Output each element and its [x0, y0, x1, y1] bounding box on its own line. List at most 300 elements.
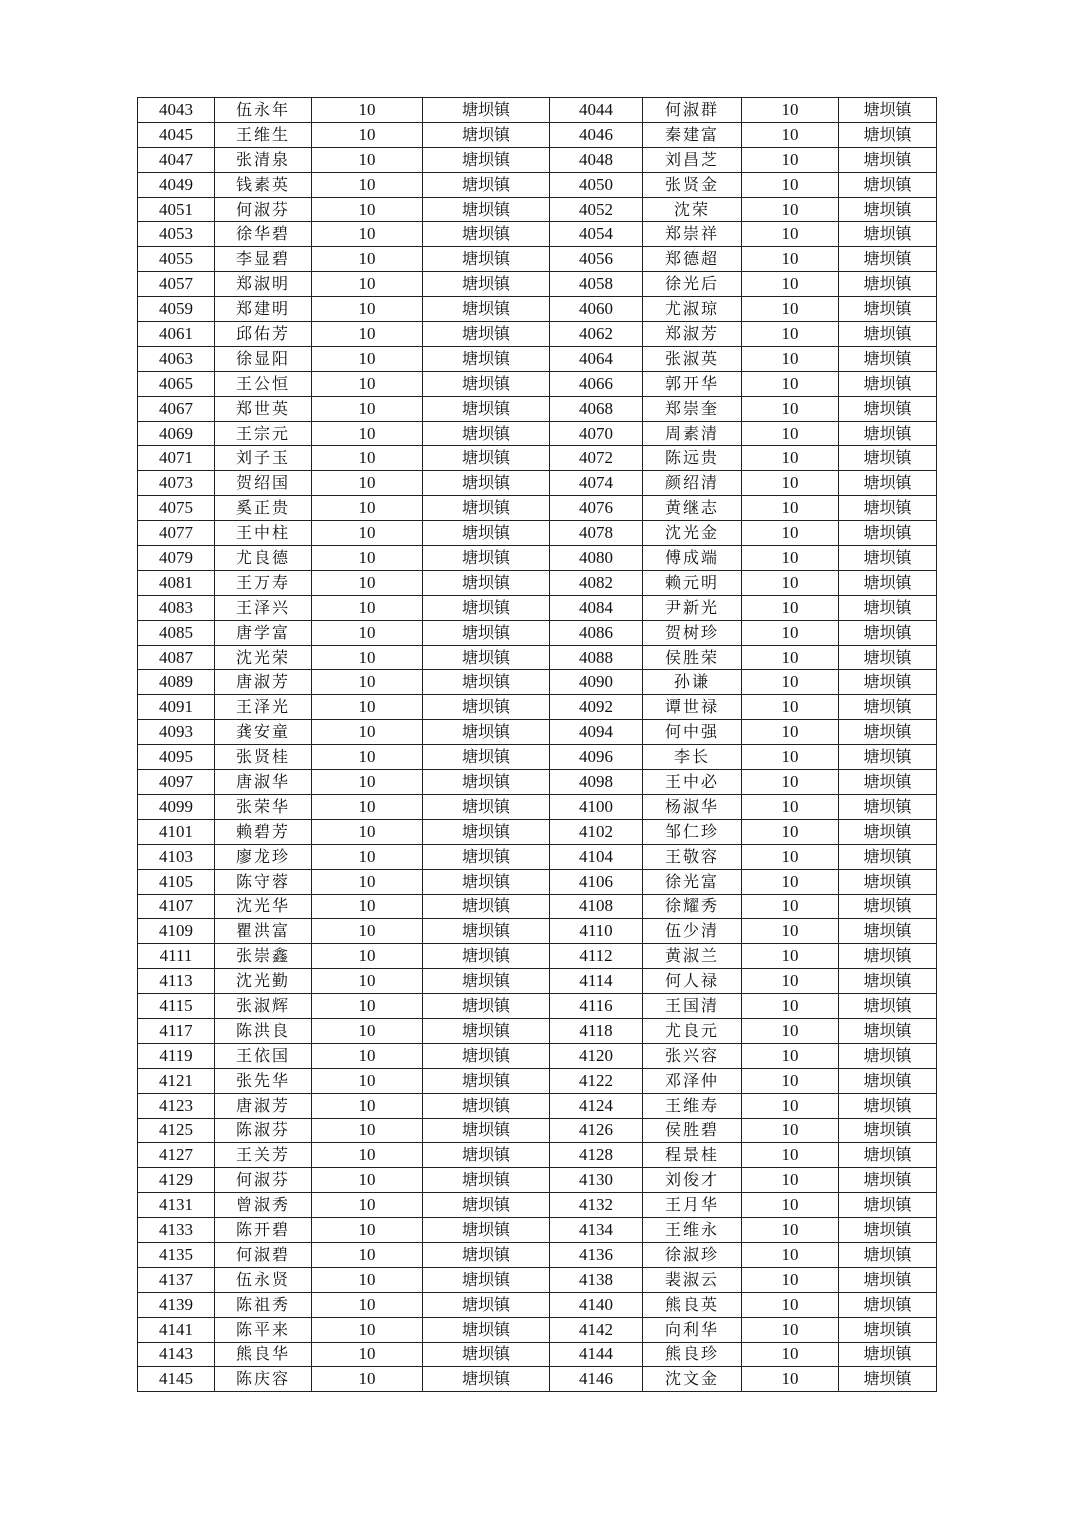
table-row: [138, 1168, 937, 1193]
cell-id: 4085: [138, 620, 215, 645]
cell-amount: 10: [312, 919, 423, 944]
cell-id: 4129: [138, 1168, 215, 1193]
cell-name: 邹仁珍: [643, 819, 742, 844]
cell-id: 4064: [550, 346, 643, 371]
cell-id: 4055: [138, 247, 215, 272]
cell-id: 4131: [138, 1193, 215, 1218]
cell-id: 4115: [138, 994, 215, 1019]
cell-town: 塘坝镇: [839, 1267, 937, 1292]
table-row: [138, 1292, 937, 1317]
cell-name: 何淑芬: [215, 197, 312, 222]
cell-id: 4134: [550, 1218, 643, 1243]
cell-amount: 10: [312, 620, 423, 645]
cell-name: 徐淑珍: [643, 1242, 742, 1267]
cell-id: 4090: [550, 670, 643, 695]
cell-amount: 10: [742, 322, 839, 347]
cell-amount: 10: [742, 1193, 839, 1218]
table-row: [138, 1143, 937, 1168]
cell-name: 沈光华: [215, 894, 312, 919]
cell-id: 4066: [550, 371, 643, 396]
cell-amount: 10: [742, 1267, 839, 1292]
cell-town: 塘坝镇: [423, 1143, 550, 1168]
cell-id: 4121: [138, 1068, 215, 1093]
cell-amount: 10: [312, 994, 423, 1019]
cell-id: 4043: [138, 98, 215, 123]
cell-amount: 10: [742, 247, 839, 272]
cell-id: 4140: [550, 1292, 643, 1317]
cell-id: 4108: [550, 894, 643, 919]
cell-town: 塘坝镇: [839, 1093, 937, 1118]
cell-id: 4112: [550, 944, 643, 969]
cell-town: 塘坝镇: [839, 969, 937, 994]
cell-town: 塘坝镇: [423, 471, 550, 496]
cell-town: 塘坝镇: [423, 1242, 550, 1267]
cell-name: 尤淑琼: [643, 297, 742, 322]
cell-id: 4099: [138, 794, 215, 819]
cell-id: 4053: [138, 222, 215, 247]
cell-amount: 10: [742, 1168, 839, 1193]
cell-id: 4132: [550, 1193, 643, 1218]
cell-town: 塘坝镇: [839, 994, 937, 1019]
cell-id: 4084: [550, 595, 643, 620]
cell-name: 陈守蓉: [215, 869, 312, 894]
cell-amount: 10: [742, 1093, 839, 1118]
cell-town: 塘坝镇: [423, 844, 550, 869]
cell-amount: 10: [312, 147, 423, 172]
table-row: [138, 670, 937, 695]
cell-town: 塘坝镇: [423, 1018, 550, 1043]
cell-town: 塘坝镇: [839, 122, 937, 147]
table-row: [138, 172, 937, 197]
cell-id: 4087: [138, 645, 215, 670]
cell-name: 伍永贤: [215, 1267, 312, 1292]
cell-name: 郑崇祥: [643, 222, 742, 247]
cell-name: 伍少清: [643, 919, 742, 944]
cell-amount: 10: [312, 1093, 423, 1118]
cell-id: 4130: [550, 1168, 643, 1193]
cell-town: 塘坝镇: [423, 670, 550, 695]
cell-town: 塘坝镇: [839, 1292, 937, 1317]
cell-name: 秦建富: [643, 122, 742, 147]
cell-town: 塘坝镇: [423, 720, 550, 745]
cell-amount: 10: [742, 197, 839, 222]
cell-amount: 10: [312, 1143, 423, 1168]
cell-town: 塘坝镇: [839, 247, 937, 272]
cell-town: 塘坝镇: [423, 346, 550, 371]
cell-town: 塘坝镇: [423, 446, 550, 471]
cell-amount: 10: [312, 521, 423, 546]
cell-amount: 10: [742, 595, 839, 620]
cell-id: 4097: [138, 770, 215, 795]
cell-town: 塘坝镇: [423, 1367, 550, 1392]
cell-id: 4075: [138, 496, 215, 521]
cell-name: 郑淑芳: [643, 322, 742, 347]
cell-amount: 10: [312, 396, 423, 421]
cell-name: 沈文金: [643, 1367, 742, 1392]
cell-name: 杨淑华: [643, 794, 742, 819]
cell-id: 4142: [550, 1317, 643, 1342]
cell-id: 4086: [550, 620, 643, 645]
cell-amount: 10: [312, 98, 423, 123]
cell-amount: 10: [742, 670, 839, 695]
table-row: [138, 546, 937, 571]
cell-town: 塘坝镇: [839, 521, 937, 546]
cell-town: 塘坝镇: [839, 720, 937, 745]
table-row: [138, 645, 937, 670]
cell-name: 曾淑秀: [215, 1193, 312, 1218]
cell-town: 塘坝镇: [839, 1143, 937, 1168]
cell-id: 4060: [550, 297, 643, 322]
cell-name: 王月华: [643, 1193, 742, 1218]
table-row: [138, 371, 937, 396]
cell-id: 4111: [138, 944, 215, 969]
cell-name: 傅成端: [643, 546, 742, 571]
cell-town: 塘坝镇: [839, 471, 937, 496]
cell-town: 塘坝镇: [423, 1218, 550, 1243]
cell-name: 王泽光: [215, 695, 312, 720]
cell-id: 4119: [138, 1043, 215, 1068]
cell-town: 塘坝镇: [423, 869, 550, 894]
cell-town: 塘坝镇: [423, 695, 550, 720]
cell-amount: 10: [312, 670, 423, 695]
table-row: [138, 98, 937, 123]
cell-amount: 10: [742, 147, 839, 172]
cell-name: 王国清: [643, 994, 742, 1019]
cell-name: 徐华碧: [215, 222, 312, 247]
cell-town: 塘坝镇: [839, 272, 937, 297]
table-row: [138, 944, 937, 969]
cell-town: 塘坝镇: [423, 122, 550, 147]
cell-name: 张先华: [215, 1068, 312, 1093]
cell-id: 4076: [550, 496, 643, 521]
cell-amount: 10: [742, 844, 839, 869]
cell-town: 塘坝镇: [839, 645, 937, 670]
cell-id: 4109: [138, 919, 215, 944]
cell-id: 4077: [138, 521, 215, 546]
cell-name: 陈祖秀: [215, 1292, 312, 1317]
cell-name: 裴淑云: [643, 1267, 742, 1292]
cell-id: 4065: [138, 371, 215, 396]
cell-town: 塘坝镇: [839, 794, 937, 819]
cell-town: 塘坝镇: [839, 819, 937, 844]
cell-id: 4048: [550, 147, 643, 172]
cell-town: 塘坝镇: [839, 297, 937, 322]
cell-name: 李长: [643, 745, 742, 770]
cell-id: 4088: [550, 645, 643, 670]
cell-id: 4047: [138, 147, 215, 172]
cell-town: 塘坝镇: [839, 446, 937, 471]
cell-amount: 10: [312, 770, 423, 795]
cell-town: 塘坝镇: [423, 98, 550, 123]
table-row: [138, 396, 937, 421]
cell-name: 尤良德: [215, 546, 312, 571]
table-row: [138, 819, 937, 844]
table-row: [138, 595, 937, 620]
cell-id: 4127: [138, 1143, 215, 1168]
cell-id: 4126: [550, 1118, 643, 1143]
cell-town: 塘坝镇: [839, 620, 937, 645]
cell-name: 刘昌芝: [643, 147, 742, 172]
cell-amount: 10: [742, 172, 839, 197]
cell-id: 4059: [138, 297, 215, 322]
cell-id: 4045: [138, 122, 215, 147]
cell-town: 塘坝镇: [839, 1118, 937, 1143]
cell-amount: 10: [312, 1118, 423, 1143]
cell-town: 塘坝镇: [839, 496, 937, 521]
cell-town: 塘坝镇: [839, 546, 937, 571]
cell-amount: 10: [742, 695, 839, 720]
cell-name: 刘子玉: [215, 446, 312, 471]
cell-name: 黄继志: [643, 496, 742, 521]
cell-amount: 10: [312, 844, 423, 869]
cell-amount: 10: [312, 695, 423, 720]
table-row: [138, 421, 937, 446]
cell-town: 塘坝镇: [839, 1043, 937, 1068]
cell-amount: 10: [312, 819, 423, 844]
cell-name: 何中强: [643, 720, 742, 745]
cell-town: 塘坝镇: [423, 745, 550, 770]
cell-id: 4072: [550, 446, 643, 471]
cell-id: 4092: [550, 695, 643, 720]
cell-amount: 10: [312, 1367, 423, 1392]
table-row: [138, 869, 937, 894]
cell-town: 塘坝镇: [839, 1193, 937, 1218]
cell-amount: 10: [312, 595, 423, 620]
cell-amount: 10: [742, 371, 839, 396]
cell-name: 邓泽仲: [643, 1068, 742, 1093]
cell-town: 塘坝镇: [839, 1068, 937, 1093]
cell-town: 塘坝镇: [423, 421, 550, 446]
cell-name: 徐光后: [643, 272, 742, 297]
cell-id: 4046: [550, 122, 643, 147]
cell-amount: 10: [742, 1043, 839, 1068]
cell-town: 塘坝镇: [423, 944, 550, 969]
table-row: [138, 297, 937, 322]
cell-name: 熊良英: [643, 1292, 742, 1317]
cell-name: 王依国: [215, 1043, 312, 1068]
cell-name: 张清泉: [215, 147, 312, 172]
cell-town: 塘坝镇: [423, 794, 550, 819]
cell-id: 4095: [138, 745, 215, 770]
cell-id: 4080: [550, 546, 643, 571]
table-row: [138, 570, 937, 595]
cell-name: 唐淑芳: [215, 1093, 312, 1118]
cell-name: 颜绍清: [643, 471, 742, 496]
cell-name: 程景桂: [643, 1143, 742, 1168]
cell-town: 塘坝镇: [423, 521, 550, 546]
cell-amount: 10: [742, 1292, 839, 1317]
cell-name: 熊良珍: [643, 1342, 742, 1367]
cell-amount: 10: [312, 1068, 423, 1093]
cell-name: 郑世英: [215, 396, 312, 421]
cell-town: 塘坝镇: [839, 770, 937, 795]
cell-name: 瞿洪富: [215, 919, 312, 944]
cell-town: 塘坝镇: [423, 1292, 550, 1317]
table-row: [138, 322, 937, 347]
cell-name: 王中必: [643, 770, 742, 795]
cell-id: 4057: [138, 272, 215, 297]
cell-id: 4081: [138, 570, 215, 595]
cell-name: 张贤桂: [215, 745, 312, 770]
cell-town: 塘坝镇: [423, 496, 550, 521]
table-row: [138, 969, 937, 994]
cell-town: 塘坝镇: [423, 1168, 550, 1193]
cell-amount: 10: [742, 122, 839, 147]
cell-amount: 10: [312, 570, 423, 595]
cell-amount: 10: [312, 1317, 423, 1342]
cell-id: 4107: [138, 894, 215, 919]
cell-name: 廖龙珍: [215, 844, 312, 869]
cell-name: 徐光富: [643, 869, 742, 894]
table-row: [138, 1043, 937, 1068]
cell-town: 塘坝镇: [423, 994, 550, 1019]
table-row: [138, 1267, 937, 1292]
cell-id: 4091: [138, 695, 215, 720]
cell-town: 塘坝镇: [423, 819, 550, 844]
cell-name: 徐耀秀: [643, 894, 742, 919]
cell-name: 陈淑芬: [215, 1118, 312, 1143]
cell-amount: 10: [742, 346, 839, 371]
cell-amount: 10: [312, 1168, 423, 1193]
cell-name: 尤良元: [643, 1018, 742, 1043]
table-row: [138, 496, 937, 521]
table-row: [138, 521, 937, 546]
table-row: [138, 471, 937, 496]
cell-name: 王中柱: [215, 521, 312, 546]
cell-id: 4094: [550, 720, 643, 745]
cell-town: 塘坝镇: [839, 421, 937, 446]
cell-town: 塘坝镇: [839, 894, 937, 919]
cell-id: 4058: [550, 272, 643, 297]
cell-name: 王宗元: [215, 421, 312, 446]
table-row: [138, 1093, 937, 1118]
cell-town: 塘坝镇: [423, 1317, 550, 1342]
cell-name: 赖元明: [643, 570, 742, 595]
cell-name: 赖碧芳: [215, 819, 312, 844]
table-row: [138, 919, 937, 944]
cell-town: 塘坝镇: [423, 595, 550, 620]
cell-town: 塘坝镇: [839, 695, 937, 720]
cell-id: 4113: [138, 969, 215, 994]
cell-town: 塘坝镇: [423, 894, 550, 919]
roster-body: [138, 98, 937, 1392]
cell-id: 4136: [550, 1242, 643, 1267]
cell-town: 塘坝镇: [423, 1342, 550, 1367]
cell-id: 4139: [138, 1292, 215, 1317]
cell-name: 张淑英: [643, 346, 742, 371]
cell-name: 沈光金: [643, 521, 742, 546]
cell-name: 郭开华: [643, 371, 742, 396]
cell-amount: 10: [742, 471, 839, 496]
cell-id: 4071: [138, 446, 215, 471]
cell-id: 4104: [550, 844, 643, 869]
table-row: [138, 122, 937, 147]
cell-town: 塘坝镇: [423, 197, 550, 222]
cell-id: 4051: [138, 197, 215, 222]
cell-id: 4069: [138, 421, 215, 446]
cell-amount: 10: [742, 297, 839, 322]
cell-amount: 10: [312, 446, 423, 471]
cell-name: 贺绍国: [215, 471, 312, 496]
cell-town: 塘坝镇: [423, 570, 550, 595]
table-row: [138, 1342, 937, 1367]
cell-amount: 10: [742, 745, 839, 770]
table-row: [138, 770, 937, 795]
cell-name: 王万寿: [215, 570, 312, 595]
cell-amount: 10: [312, 1292, 423, 1317]
cell-name: 王敬容: [643, 844, 742, 869]
cell-id: 4137: [138, 1267, 215, 1292]
cell-name: 何人禄: [643, 969, 742, 994]
cell-town: 塘坝镇: [423, 969, 550, 994]
cell-id: 4106: [550, 869, 643, 894]
cell-town: 塘坝镇: [839, 396, 937, 421]
cell-town: 塘坝镇: [423, 222, 550, 247]
cell-id: 4143: [138, 1342, 215, 1367]
cell-id: 4125: [138, 1118, 215, 1143]
cell-town: 塘坝镇: [839, 222, 937, 247]
cell-amount: 10: [742, 794, 839, 819]
cell-town: 塘坝镇: [423, 1043, 550, 1068]
cell-name: 王维永: [643, 1218, 742, 1243]
table-row: [138, 1118, 937, 1143]
cell-id: 4063: [138, 346, 215, 371]
cell-town: 塘坝镇: [839, 346, 937, 371]
cell-name: 向利华: [643, 1317, 742, 1342]
cell-name: 陈远贵: [643, 446, 742, 471]
cell-amount: 10: [742, 720, 839, 745]
cell-id: 4116: [550, 994, 643, 1019]
cell-town: 塘坝镇: [839, 371, 937, 396]
cell-id: 4044: [550, 98, 643, 123]
cell-name: 何淑芬: [215, 1168, 312, 1193]
cell-name: 郑德超: [643, 247, 742, 272]
cell-town: 塘坝镇: [839, 844, 937, 869]
cell-town: 塘坝镇: [839, 1168, 937, 1193]
cell-amount: 10: [742, 894, 839, 919]
cell-amount: 10: [312, 1018, 423, 1043]
cell-town: 塘坝镇: [839, 172, 937, 197]
cell-amount: 10: [742, 396, 839, 421]
cell-name: 唐淑华: [215, 770, 312, 795]
cell-amount: 10: [742, 819, 839, 844]
cell-id: 4089: [138, 670, 215, 695]
cell-town: 塘坝镇: [839, 745, 937, 770]
table-row: [138, 620, 937, 645]
cell-name: 王关芳: [215, 1143, 312, 1168]
roster-table: [137, 97, 937, 1392]
cell-town: 塘坝镇: [423, 770, 550, 795]
cell-id: 4135: [138, 1242, 215, 1267]
cell-amount: 10: [742, 944, 839, 969]
table-row: [138, 446, 937, 471]
cell-id: 4138: [550, 1267, 643, 1292]
cell-amount: 10: [742, 869, 839, 894]
cell-town: 塘坝镇: [423, 396, 550, 421]
cell-id: 4124: [550, 1093, 643, 1118]
cell-amount: 10: [742, 1342, 839, 1367]
cell-amount: 10: [742, 421, 839, 446]
cell-town: 塘坝镇: [423, 620, 550, 645]
cell-name: 尹新光: [643, 595, 742, 620]
table-row: [138, 695, 937, 720]
cell-amount: 10: [742, 446, 839, 471]
cell-id: 4145: [138, 1367, 215, 1392]
cell-town: 塘坝镇: [839, 1317, 937, 1342]
cell-name: 伍永年: [215, 98, 312, 123]
cell-id: 4141: [138, 1317, 215, 1342]
cell-amount: 10: [742, 1367, 839, 1392]
